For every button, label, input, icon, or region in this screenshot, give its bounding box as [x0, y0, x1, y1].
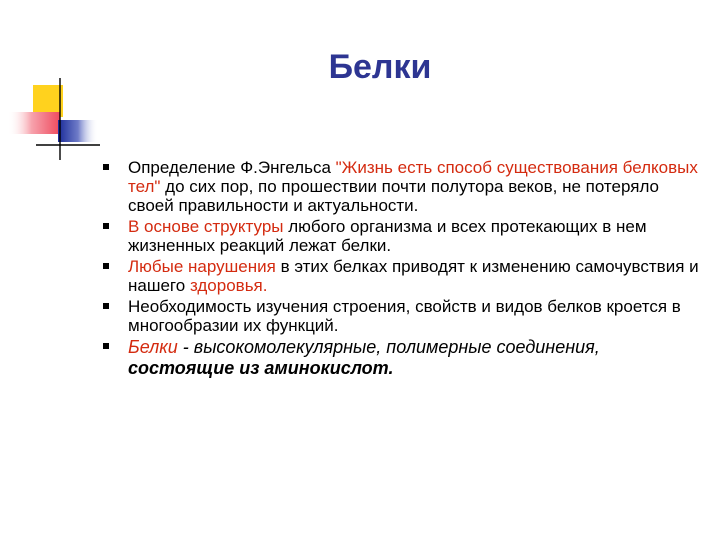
- item-highlight: Белки: [128, 337, 178, 357]
- bullet-square-icon: [103, 303, 109, 309]
- bullet-square-icon: [103, 263, 109, 269]
- slide-title: Белки: [328, 48, 432, 86]
- decorative-corner-graphic: [0, 0, 110, 170]
- bullet-list: [100, 158, 700, 381]
- bullet-square-icon: [103, 164, 109, 170]
- item-highlight: В основе структуры: [128, 217, 284, 236]
- item-text: любого организма и всех протекающих в нем жизненных реакций лежат белки.: [128, 217, 647, 255]
- bullet-square-icon: [103, 343, 109, 349]
- bullet-square-icon: [103, 223, 109, 229]
- blue-bar: [58, 120, 98, 142]
- list-item: [100, 297, 700, 335]
- item-text: Необходимость изучения строения, свойств и видов белков кроется в многообразии их функций.: [128, 297, 681, 335]
- list-item: [100, 257, 700, 295]
- list-item: [100, 217, 700, 255]
- item-highlight: здоровья.: [189, 276, 268, 295]
- list-item: [100, 158, 700, 215]
- item-text: до сих пор, по прошествии почти полутора веков, не потеряло своей правильности и актуальности.: [128, 177, 660, 215]
- item-text-bold: состоящие из аминокислот.: [128, 358, 394, 378]
- list-item: [100, 337, 700, 379]
- item-highlight: Любые нарушения: [128, 257, 276, 276]
- item-quote: "Жизнь есть способ существования белковых тел": [128, 158, 698, 196]
- item-text: - высокомолекулярные, полимерные соединения,: [177, 337, 600, 357]
- pink-bar: [8, 112, 60, 134]
- item-text: в этих белках приводят к изменению самочувствия и нашего: [128, 257, 699, 295]
- item-text: Определение Ф.Энгельса: [128, 158, 336, 177]
